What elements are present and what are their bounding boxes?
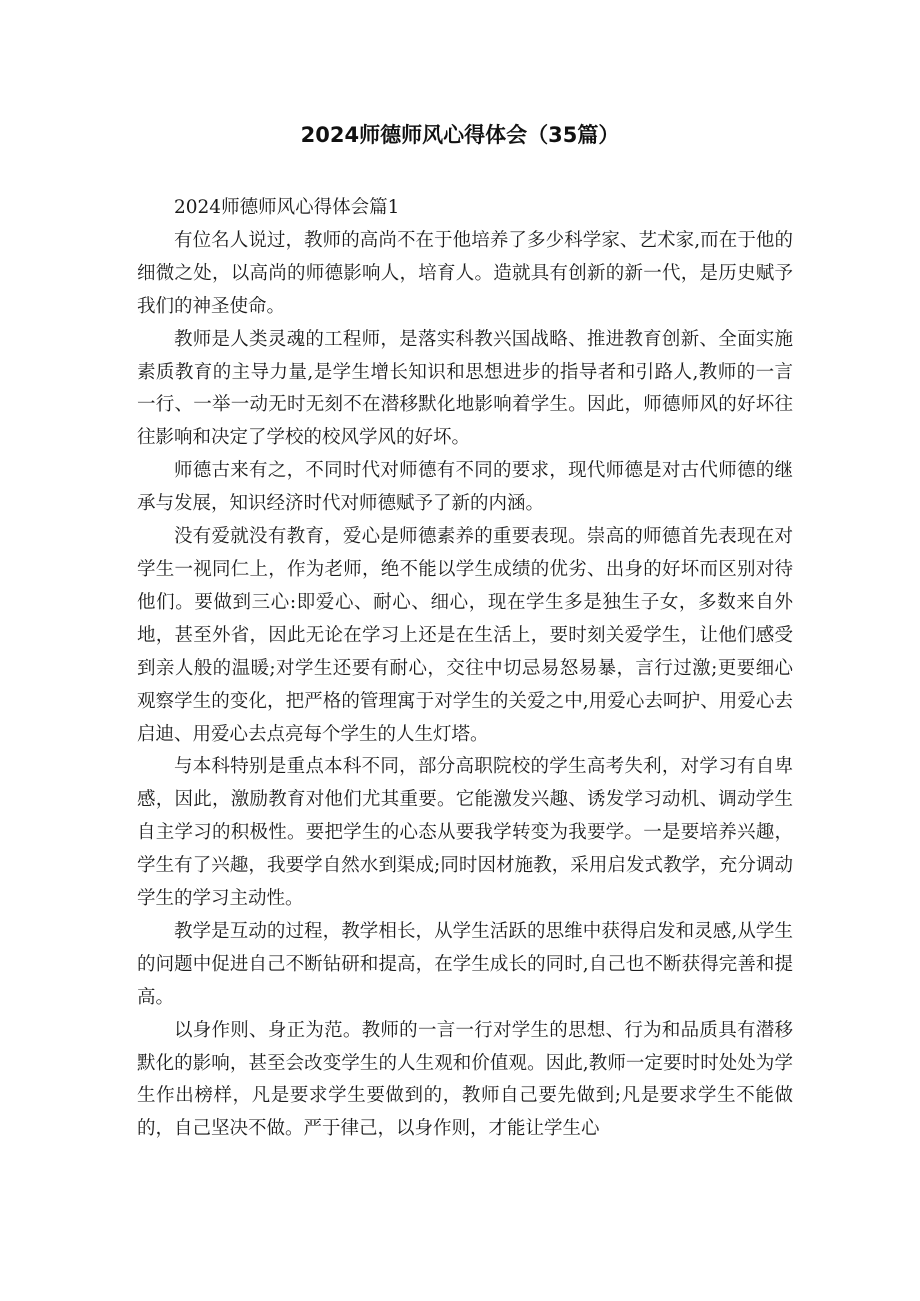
body-paragraph: 有位名人说过，教师的高尚不在于他培养了多少科学家、艺术家,而在于他的细微之处，以高尚的师德影响人，培育人。造就具有创新的新一代，是历史赋予我们的神圣使命。 [137,229,793,317]
body-paragraph: 与本科特别是重点本科不同，部分高职院校的学生高考失利，对学习有自卑感，因此，激励教育对他们尤其重要。它能激发兴趣、诱发学习动机、调动学生自主学习的积极性。要把学生的心态从要我学转变为我要学。一是要培养兴趣，学生有了兴趣，我要学自然水到渠成;同时因材施教，采用启发式教学，充分调动学生的学习主动性。 [137,756,793,910]
document-body [137,192,793,1146]
document-title: 2024师德师风心得体会（35篇） [300,123,620,147]
body-paragraph: 以身作则、身正为范。教师的一言一行对学生的思想、行为和品质具有潜移默化的影响，甚至会改变学生的人生观和价值观。因此,教师一定要时时处处为学生作出榜样，凡是要求学生要做到的，教师自己要先做到;凡是要求学生不能做的，自己坚决不做。严于律己，以身作则，才能让学生心 [137,1019,793,1140]
body-paragraph: 师德古来有之，不同时代对师德有不同的要求，现代师德是对古代师德的继承与发展，知识经济时代对师德赋予了新的内涵。 [137,460,793,515]
body-paragraph: 教师是人类灵魂的工程师，是落实科教兴国战略、推进教育创新、全面实施素质教育的主导力量,是学生增长知识和思想进步的指导者和引路人,教师的一言一行、一举一动无时无刻不在潜移默化地影响着学生。因此，师德师风的好坏往往影响和决定了学校的校风学风的好坏。 [137,328,793,449]
body-paragraph: 教学是互动的过程，教学相长，从学生活跃的思维中获得启发和灵感,从学生的问题中促进自己不断钻研和提高，在学生成长的同时,自己也不断获得完善和提高。 [137,920,793,1008]
body-paragraph: 没有爱就没有教育，爱心是师德素养的重要表现。崇高的师德首先表现在对学生一视同仁上，作为老师，绝不能以学生成绩的优劣、出身的好坏而区别对待他们。要做到三心:即爱心、耐心、细心，现在学生多是独生子女，多数来自外地，甚至外省，因此无论在学习上还是在生活上，要时刻关爱学生，让他们感受到亲人般的温暖;对学生还要有耐心，交往中切忌易怒易暴，言行过激;更要细心观察学生的变化，把严格的管理寓于对学生的关爱之中,用爱心去呵护、用爱心去启迪、用爱心去点亮每个学生的人生灯塔。 [137,526,793,745]
section-heading: 2024师德师风心得体会篇1 [174,197,400,218]
